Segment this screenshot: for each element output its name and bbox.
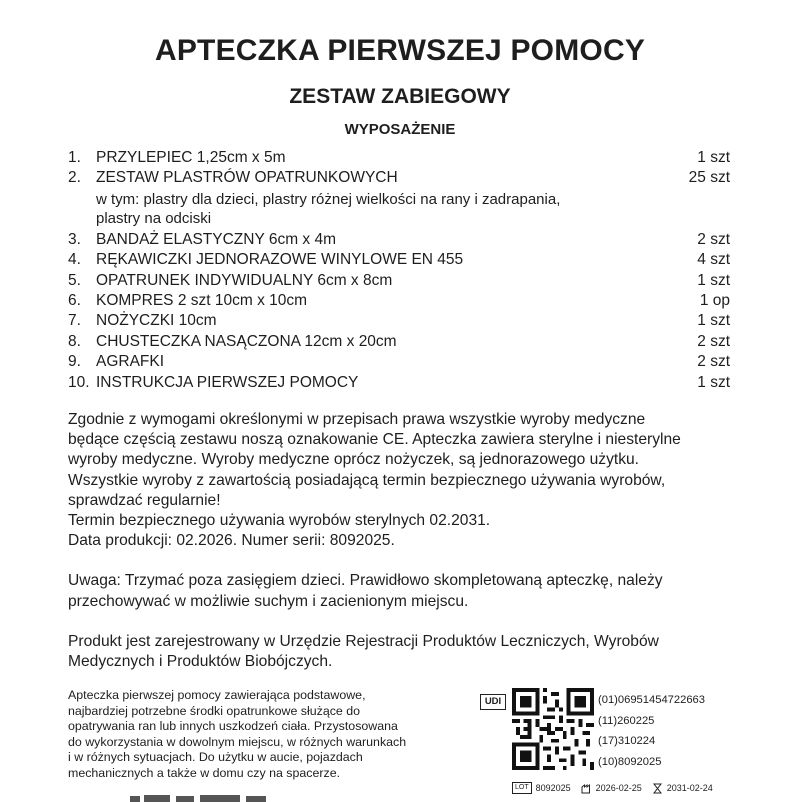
item-number: 7. (68, 312, 81, 330)
production-info: Data produkcji: 02.2026. Numer serii: 8092025. (68, 532, 395, 550)
list-item (68, 168, 730, 188)
item-note (96, 189, 730, 230)
text-line: mechanicznych a także w domu czy na spacerze. (68, 765, 341, 780)
item-name: INSTRUKCJA PIERWSZEJ POMOCY (96, 373, 359, 391)
udi-expiry-date: (17)310224 (598, 735, 656, 748)
text-line: wyroby medyczne. Wyroby medyczne oprócz nożyczek, są jednorazowego użytku. (68, 451, 640, 469)
item-name: BANDAŻ ELASTYCZNY 6cm x 4m (96, 230, 337, 248)
item-name: OPATRUNEK INDYWIDUALNY 6cm x 8cm (96, 271, 393, 289)
item-note-line: w tym: plastry dla dzieci, plastry różnej wielkości na rany i zadrapania, (96, 190, 561, 208)
label-symbols-row (512, 782, 723, 794)
list-item (68, 291, 730, 311)
text-line: Wszystkie wyroby z zawartością posiadającą termin bezpiecznego używania wyrobów, (68, 471, 666, 489)
text-line: Medycznych i Produktów Biobójczych. (68, 653, 333, 671)
warning-paragraph (68, 571, 738, 611)
item-name: ZESTAW PLASTRÓW OPATRUNKOWYCH (96, 169, 398, 187)
text-line: przechowywać w możliwie suchym i zacienionym miejscu. (68, 592, 469, 610)
text-line: opatrywania ran lub innych uszkodzeń ciała. Przystosowana (68, 719, 398, 733)
item-name: RĘKAWICZKI JEDNORAZOWE WINYLOWE EN 455 (96, 251, 464, 269)
udi-label: UDI (480, 694, 506, 710)
expiry-date: 2031-02-24 (666, 783, 713, 793)
item-name: CHUSTECZKA NASĄCZONA 12cm x 20cm (96, 332, 397, 350)
cut-off-text-fragment (130, 794, 290, 802)
text-line: będące częścią zestawu noszą oznakowanie CE. Apteczka zawiera sterylne i niesterylne (68, 431, 681, 449)
product-description (68, 688, 468, 781)
udi-production-date: (11)260225 (598, 714, 655, 727)
list-item (68, 271, 730, 291)
item-number: 8. (68, 332, 81, 350)
text-line: Zgodnie z wymogami określonymi w przepisach prawa wszystkie wyroby medyczne (68, 411, 646, 428)
item-quantity: 1 szt (697, 271, 730, 289)
item-number: 1. (68, 149, 81, 166)
sterility-term: Termin bezpiecznego używania wyrobów sterylnych 02.2031. (68, 512, 491, 530)
list-item (68, 332, 730, 352)
text-line: sprawdzać regularnie! (68, 491, 221, 509)
item-name: KOMPRES 2 szt 10cm x 10cm (96, 291, 308, 309)
datamatrix-code-icon (512, 688, 594, 770)
text-line: najbardziej potrzebne środki opatrunkowe służące do (68, 703, 361, 718)
compliance-paragraph (68, 410, 738, 551)
item-quantity: 1 szt (697, 373, 730, 391)
lot-symbol: LOT (512, 782, 532, 794)
item-name: AGRAFKI (96, 353, 165, 371)
list-item (68, 311, 730, 331)
section-heading: WYPOSAŻENIE (344, 121, 456, 138)
body-text (68, 410, 738, 692)
list-item (68, 230, 730, 250)
manufacture-date-icon (581, 783, 592, 794)
item-name: PRZYLEPIEC 1,25cm x 5m (96, 149, 286, 166)
item-number: 3. (68, 230, 81, 248)
text-line: i w różnych sytuacjach. Do użytku w aucie, pojazdach (68, 750, 363, 764)
item-number: 10. (68, 373, 90, 391)
lot-number: 8092025 (535, 783, 571, 793)
page-title: APTECZKA PIERWSZEJ POMOCY (154, 34, 646, 67)
item-quantity: 4 szt (697, 251, 730, 269)
item-number: 2. (68, 169, 81, 187)
item-quantity: 1 szt (697, 312, 730, 330)
item-quantity: 25 szt (688, 169, 730, 187)
list-item (68, 250, 730, 270)
udi-gtin: (01)06951454722663 (598, 694, 706, 706)
text-line: Produkt jest zarejestrowany w Urzędzie Rejestracji Produktów Leczniczych, Wyrobów (68, 632, 659, 650)
item-quantity: 2 szt (697, 230, 730, 248)
item-number: 5. (68, 271, 81, 289)
text-line: do wykorzystania w dowolnym miejscu, w różnych warunkach (68, 734, 407, 749)
hourglass-icon (652, 783, 663, 794)
item-quantity: 1 szt (697, 149, 730, 166)
registration-paragraph (68, 632, 738, 672)
item-quantity: 2 szt (697, 353, 730, 371)
item-quantity: 1 op (699, 291, 730, 309)
item-quantity: 2 szt (697, 332, 730, 350)
item-number: 9. (68, 353, 81, 371)
item-number: 6. (68, 291, 81, 309)
list-item (68, 352, 730, 372)
page-subtitle: ZESTAW ZABIEGOWY (289, 85, 511, 108)
contents-list (68, 148, 730, 393)
udi-batch: (10)8092025 (598, 755, 662, 768)
manufacture-date: 2026-02-25 (595, 783, 642, 793)
item-note-line: plastry na odciski (96, 210, 212, 228)
text-line: Apteczka pierwszej pomocy zawierająca podstawowe, (68, 688, 366, 702)
item-name: NOŻYCZKI 10cm (96, 312, 217, 330)
item-number: 4. (68, 251, 81, 269)
list-item (68, 148, 730, 168)
list-item (68, 373, 730, 393)
text-line: Uwaga: Trzymać poza zasięgiem dzieci. Prawidłowo skompletowaną apteczkę, należy (68, 572, 663, 590)
udi-codes (598, 690, 705, 772)
